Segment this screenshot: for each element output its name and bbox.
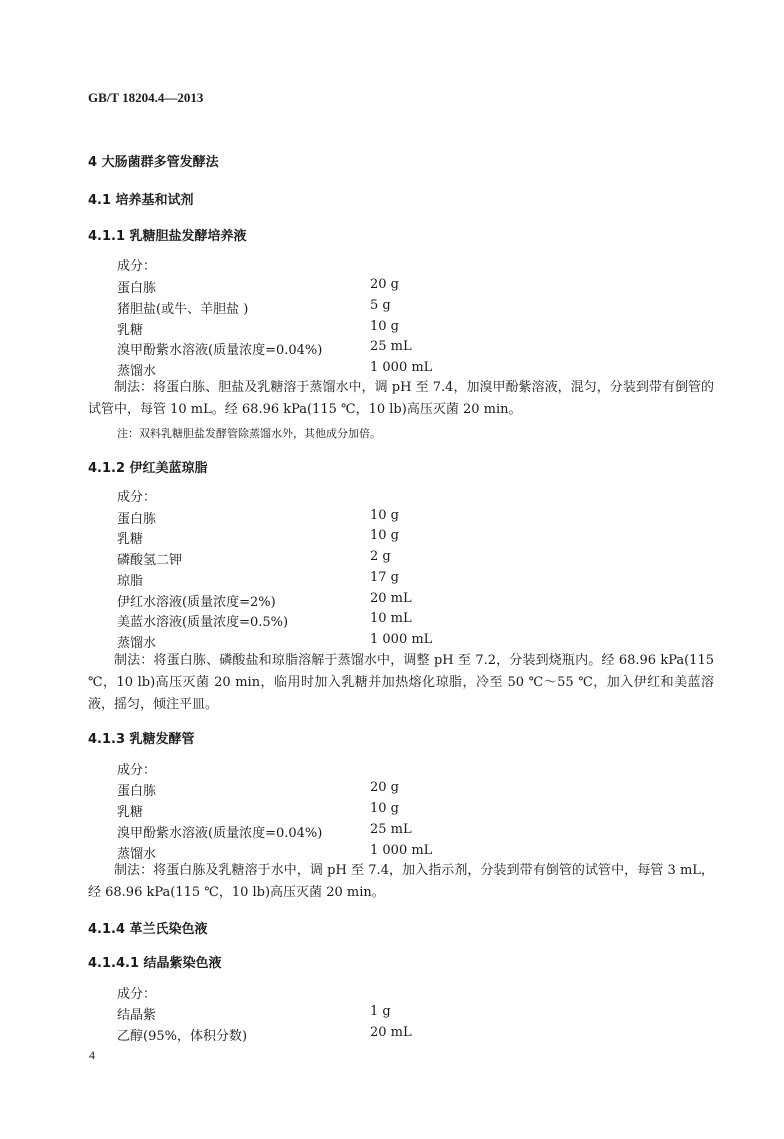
ingredient-name: 溴甲酚紫水溶液(质量浓度=0.04%) bbox=[117, 343, 323, 358]
ingredient-amount: 10 mL bbox=[370, 611, 412, 626]
page-number: 4 bbox=[89, 1048, 95, 1062]
ingredient-amount: 2 g bbox=[370, 549, 391, 564]
ingredient-name: 磷酸氢二钾 bbox=[117, 553, 183, 568]
section-4-1-3-title: 4.1.3 乳糖发酵管 bbox=[88, 732, 195, 747]
ingredient-name: 乙醇(95%，体积分数) bbox=[117, 1029, 248, 1044]
ingredient-amount: 25 mL bbox=[370, 339, 412, 354]
ingredient-name: 美蓝水溶液(质量浓度=0.5%) bbox=[117, 615, 289, 630]
ingredient-name: 蛋白胨 bbox=[117, 281, 157, 296]
section-4-1-4-title: 4.1.4 革兰氏染色液 bbox=[88, 922, 208, 937]
section-4-1-4-1-title: 4.1.4.1 结晶紫染色液 bbox=[88, 956, 222, 971]
ingredient-amount: 1 g bbox=[370, 1004, 391, 1019]
ingredient-amount: 1 000 mL bbox=[370, 360, 433, 375]
ingredient-name: 蒸馏水 bbox=[117, 364, 157, 379]
ingredient-amount: 20 mL bbox=[370, 1025, 412, 1040]
ingredient-name: 琼脂 bbox=[117, 574, 144, 589]
section-4-1-title: 4.1 培养基和试剂 bbox=[88, 193, 194, 208]
ingredient-amount: 5 g bbox=[370, 298, 391, 313]
ingredient-amount: 20 g bbox=[370, 277, 399, 292]
ingredient-name: 蒸馏水 bbox=[117, 847, 157, 862]
section-4-1-2-title: 4.1.2 伊红美蓝琼脂 bbox=[88, 461, 208, 476]
components-label: 成分： bbox=[117, 987, 157, 1002]
components-label: 成分： bbox=[117, 763, 157, 778]
ingredient-name: 猪胆盐(或牛、羊胆盐 ) bbox=[117, 302, 249, 317]
ingredient-name: 乳糖 bbox=[117, 805, 144, 820]
ingredient-amount: 17 g bbox=[370, 570, 399, 585]
preparation-method: 制法：将蛋白胨、胆盐及乳糖溶于蒸馏水中，调 pH 至 7.4，加溴甲酚紫溶液，混匀，分装到带有倒管的试管中，每管 10 mL。经 68.96 kPa(115 ℃，10 lb)高压灭菌 20 min。 bbox=[88, 380, 714, 417]
ingredient-amount: 10 g bbox=[370, 319, 399, 334]
note: 注：双料乳糖胆盐发酵管除蒸馏水外，其他成分加倍。 bbox=[117, 427, 381, 440]
ingredient-amount: 20 mL bbox=[370, 591, 412, 606]
ingredient-name: 结晶紫 bbox=[117, 1008, 157, 1023]
ingredient-amount: 25 mL bbox=[370, 822, 412, 837]
ingredient-name: 溴甲酚紫水溶液(质量浓度=0.04%) bbox=[117, 826, 323, 841]
section-4-1-1-title: 4.1.1 乳糖胆盐发酵培养液 bbox=[88, 229, 247, 244]
ingredient-amount: 10 g bbox=[370, 801, 399, 816]
preparation-method: 制法：将蛋白胨、磷酸盐和琼脂溶解于蒸馏水中，调整 pH 至 7.2，分装到烧瓶内。经 68.96 kPa(115 ℃，10 lb)高压灭菌 20 min，临用时加入乳糖并加热熔化琼脂，冷至 50 ℃～55 ℃，加入伊红和美蓝溶液，摇匀，倾注平皿。 bbox=[88, 653, 714, 712]
ingredient-amount: 20 g bbox=[370, 780, 399, 795]
components-label: 成分： bbox=[117, 490, 157, 505]
standard-number: GB/T 18204.4—2013 bbox=[88, 90, 204, 105]
ingredient-amount: 10 g bbox=[370, 528, 399, 543]
ingredient-amount: 1 000 mL bbox=[370, 632, 433, 647]
ingredient-name: 乳糖 bbox=[117, 532, 144, 547]
components-label: 成分： bbox=[117, 259, 157, 274]
preparation-method: 制法：将蛋白胨及乳糖溶于水中，调 pH 至 7.4，加入指示剂，分装到带有倒管的试管中，每管 3 mL，经 68.96 kPa(115 ℃，10 lb)高压灭菌 20 min。 bbox=[88, 863, 714, 900]
ingredient-amount: 10 g bbox=[370, 508, 399, 523]
ingredient-name: 乳糖 bbox=[117, 323, 144, 338]
ingredient-name: 伊红水溶液(质量浓度=2%) bbox=[117, 595, 276, 610]
ingredient-amount: 1 000 mL bbox=[370, 843, 433, 858]
section-4-title: 4 大肠菌群多管发酵法 bbox=[88, 155, 219, 170]
ingredient-name: 蛋白胨 bbox=[117, 512, 157, 527]
ingredient-name: 蛋白胨 bbox=[117, 784, 157, 799]
ingredient-name: 蒸馏水 bbox=[117, 636, 157, 651]
